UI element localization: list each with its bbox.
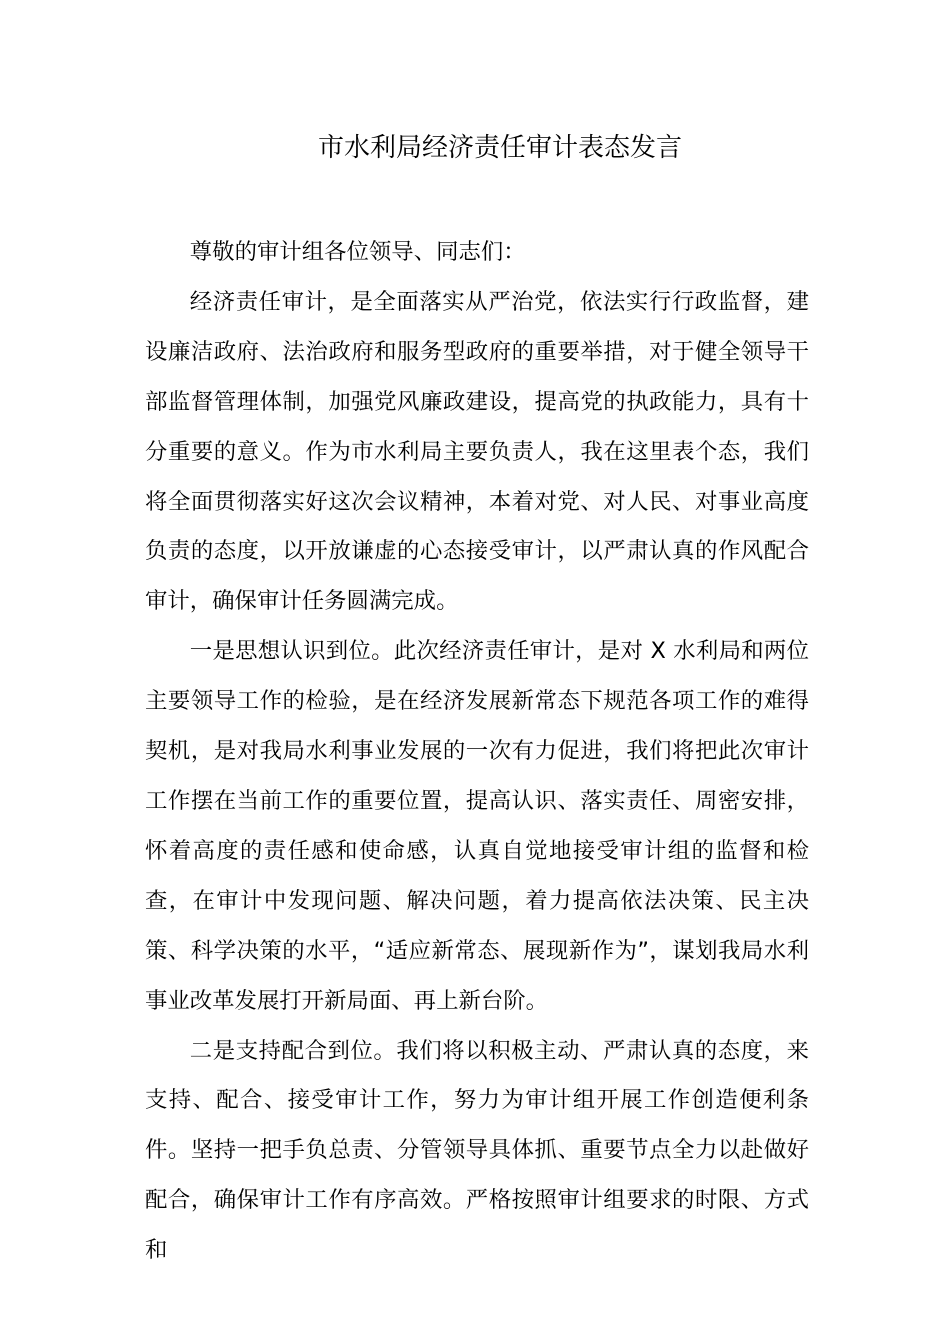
paragraph-2: 一是思想认识到位。此次经济责任审计，是对 X 水利局和两位主要领导工作的检验，是在经济发展新常态下规范各项工作的难得契机，是对我局水利事业发展的一次有力促进，我们将把此次审计工作摆在当前工作的重要位置，提高认识、落实责任、周密安排，怀着高度的责任感和使命感，认真自觉地接受审计组的监督和检查，在审计中发现问题、解决问题，着力提高依法决策、民主决策、科学决策的水平，“适应新常态、展现新作为”，谋划我局水利事业改革发展打开新局面、再上新台阶。 [145, 638, 809, 1014]
salutation: 尊敬的审计组各位领导、同志们： [189, 239, 526, 265]
document-body [145, 228, 809, 1276]
paragraph-3: 二是支持配合到位。我们将以积极主动、严肃认真的态度，来支持、配合、接受审计工作，努力为审计组开展工作创造便利条件。坚持一把手负总责、分管领导具体抓、重要节点全力以赴做好配合，确保审计工作有序高效。严格按照审计组要求的时限、方式和 [145, 1037, 809, 1264]
paragraph-1: 经济责任审计，是全面落实从严治党，依法实行行政监督，建设廉洁政府、法治政府和服务型政府的重要举措，对于健全领导干部监督管理体制，加强党风廉政建设，提高党的执政能力，具有十分重要的意义。作为市水利局主要负责人，我在这里表个态，我们将全面贯彻落实好这次会议精神，本着对党、对人民、对事业高度负责的态度，以开放谦虚的心态接受审计，以严肃认真的作风配合审计，确保审计任务圆满完成。 [145, 288, 809, 615]
document-title: 市水利局经济责任审计表态发言 [317, 133, 682, 163]
